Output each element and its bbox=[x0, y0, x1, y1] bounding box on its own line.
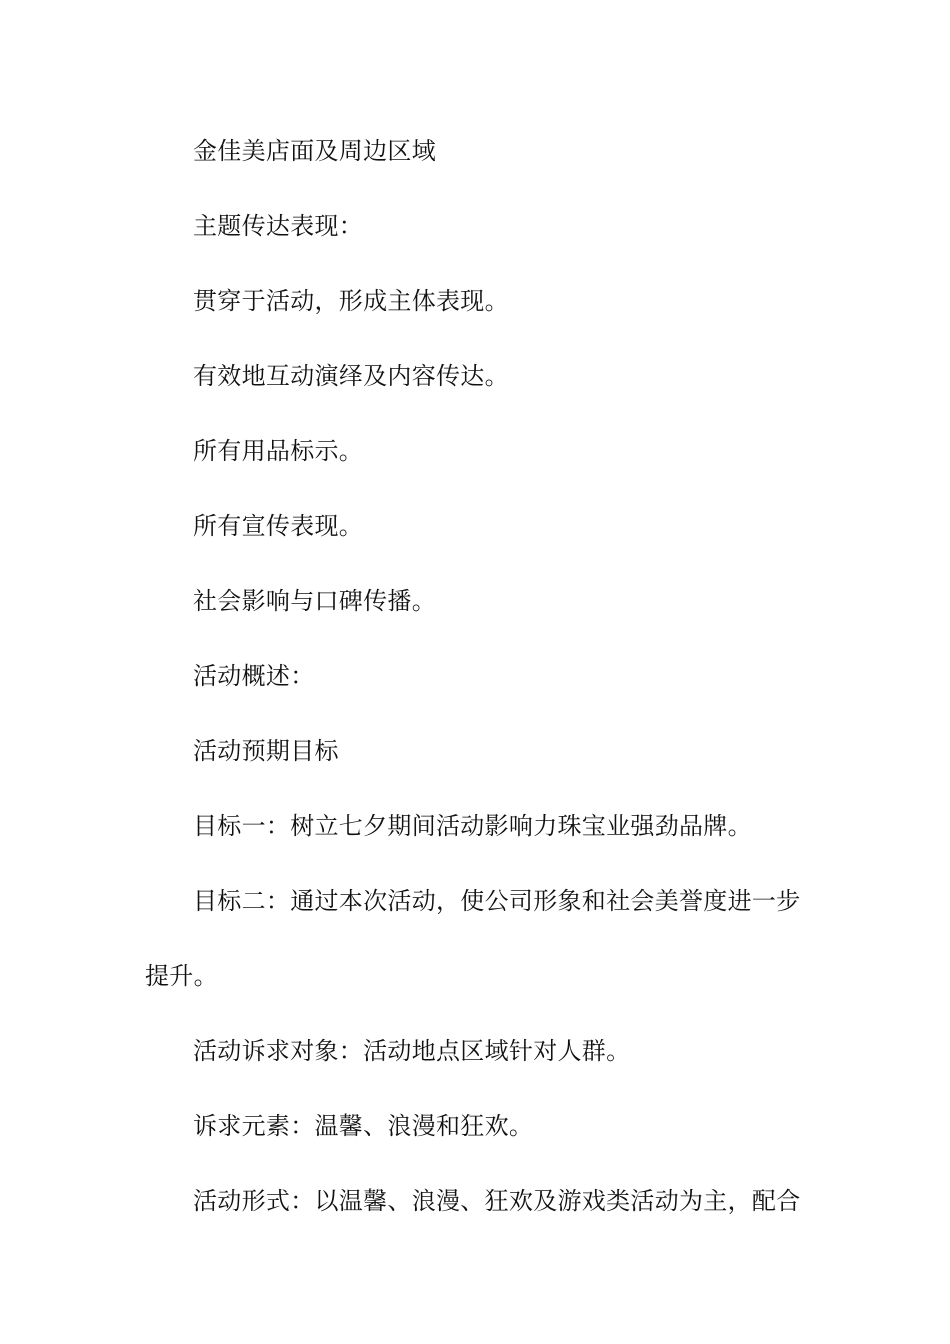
paragraph-theme-item-3: 所有用品标示。 bbox=[193, 437, 364, 465]
paragraph-goal-1: 目标一：树立七夕期间活动影响力珠宝业强劲品牌。 bbox=[193, 812, 752, 840]
paragraph-activity-format: 活动形式：以温馨、浪漫、狂欢及游戏类活动为主，配合 bbox=[193, 1187, 801, 1215]
paragraph-location: 金佳美店面及周边区域 bbox=[193, 137, 436, 165]
paragraph-theme-item-5: 社会影响与口碑传播。 bbox=[193, 587, 436, 615]
paragraph-theme-heading: 主题传达表现： bbox=[193, 212, 364, 240]
paragraph-goal-2: 目标二：通过本次活动，使公司形象和社会美誉度进一步提升。 bbox=[145, 887, 801, 990]
paragraph-appeal-elements: 诉求元素：温馨、浪漫和狂欢。 bbox=[193, 1112, 534, 1140]
paragraph-theme-item-1: 贯穿于活动，形成主体表现。 bbox=[193, 287, 509, 315]
paragraph-goals-heading: 活动预期目标 bbox=[193, 737, 339, 765]
paragraph-theme-item-4: 所有宣传表现。 bbox=[193, 512, 364, 540]
paragraph-target-audience: 活动诉求对象：活动地点区域针对人群。 bbox=[193, 1037, 631, 1065]
document-body bbox=[145, 133, 810, 1258]
paragraph-overview-heading: 活动概述： bbox=[193, 662, 315, 690]
paragraph-theme-item-2: 有效地互动演绎及内容传达。 bbox=[193, 362, 509, 390]
